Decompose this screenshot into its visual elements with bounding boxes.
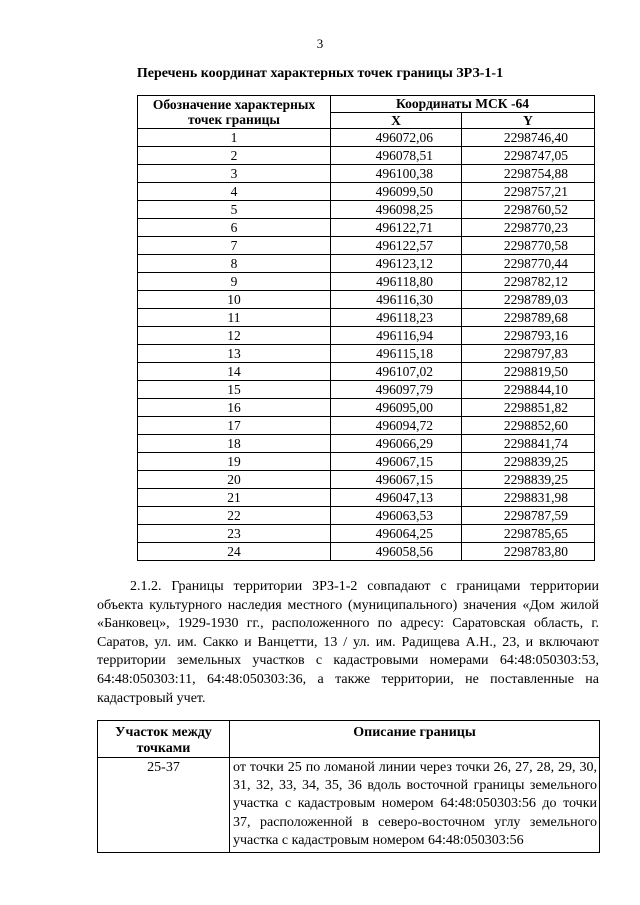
x-cell: 496100,38 <box>331 165 462 183</box>
table-row <box>138 165 595 183</box>
y-cell: 2298746,40 <box>462 129 595 147</box>
point-cell: 8 <box>138 255 331 273</box>
x-cell: 496116,94 <box>331 327 462 345</box>
point-cell: 3 <box>138 165 331 183</box>
x-cell: 496064,25 <box>331 525 462 543</box>
table-row <box>138 381 595 399</box>
y-cell: 2298793,16 <box>462 327 595 345</box>
point-cell: 21 <box>138 489 331 507</box>
x-cell: 496099,50 <box>331 183 462 201</box>
table-row <box>138 273 595 291</box>
table-row <box>98 758 600 853</box>
y-cell: 2298841,74 <box>462 435 595 453</box>
point-cell: 14 <box>138 363 331 381</box>
point-cell: 1 <box>138 129 331 147</box>
x-cell: 496072,06 <box>331 129 462 147</box>
x-cell: 496123,12 <box>331 255 462 273</box>
table-row <box>138 471 595 489</box>
header-coordinates: Координаты МСК -64 <box>331 96 595 113</box>
point-cell: 13 <box>138 345 331 363</box>
description-cell: от точки 25 по ломаной линии через точки 26, 27, 28, 29, 30, 31, 32, 33, 34, 35, 36 вдоль восточной границы земельного участка с кадастровым номером 64:48:050303:56 до точки 37, расположенной в северо-восточном углу земельного участка с кадастровым номером 64:48:050303:56 <box>230 758 600 853</box>
y-cell: 2298851,82 <box>462 399 595 417</box>
segment-cell: 25-37 <box>98 758 230 853</box>
page-number: 3 <box>316 36 324 51</box>
x-cell: 496094,72 <box>331 417 462 435</box>
point-cell: 19 <box>138 453 331 471</box>
table-row <box>138 327 595 345</box>
x-cell: 496047,13 <box>331 489 462 507</box>
y-cell: 2298783,80 <box>462 543 595 561</box>
table-row <box>138 417 595 435</box>
point-cell: 9 <box>138 273 331 291</box>
x-cell: 496063,53 <box>331 507 462 525</box>
table-row <box>138 399 595 417</box>
point-cell: 5 <box>138 201 331 219</box>
y-cell: 2298839,25 <box>462 453 595 471</box>
y-cell: 2298789,68 <box>462 309 595 327</box>
header-designation: Обозначение характерных точек границы <box>138 96 331 129</box>
table-row <box>138 345 595 363</box>
table-row <box>138 219 595 237</box>
y-cell: 2298757,21 <box>462 183 595 201</box>
x-cell: 496122,57 <box>331 237 462 255</box>
header-segment: Участок между точками <box>98 721 230 758</box>
x-cell: 496115,18 <box>331 345 462 363</box>
header-y: Y <box>462 112 595 129</box>
x-cell: 496067,15 <box>331 471 462 489</box>
paragraph-text: 2.1.2. Границы территории ЗРЗ-1-2 совпадают с границами территории объекта культурного наследия местного (муниципального) значения «Дом жилой «Банковец», 1929-1930 гг., расположенного по адресу: Саратовская область, г. Саратов, ул. им. Сакко и Ванцетти, 13 / ул. им. Радищева А.Н., 23, и включают территории земельных участков с кадастровыми номерами 64:48:050303:53, 64:48:050303:11, 64:48:050303:36, а также территории, не поставленные на кадастровый учет. <box>97 579 599 706</box>
y-cell: 2298787,59 <box>462 507 595 525</box>
table-row <box>138 525 595 543</box>
x-cell: 496058,56 <box>331 543 462 561</box>
table-row <box>138 237 595 255</box>
x-cell: 496116,30 <box>331 291 462 309</box>
point-cell: 11 <box>138 309 331 327</box>
table-row <box>138 363 595 381</box>
table-row <box>138 489 595 507</box>
table-row <box>138 291 595 309</box>
header-description: Описание границы <box>230 721 600 758</box>
point-cell: 15 <box>138 381 331 399</box>
x-cell: 496098,25 <box>331 201 462 219</box>
point-cell: 2 <box>138 147 331 165</box>
table-row <box>138 201 595 219</box>
y-cell: 2298747,05 <box>462 147 595 165</box>
y-cell: 2298797,83 <box>462 345 595 363</box>
y-cell: 2298844,10 <box>462 381 595 399</box>
table-row <box>138 309 595 327</box>
point-cell: 16 <box>138 399 331 417</box>
x-cell: 496118,80 <box>331 273 462 291</box>
x-cell: 496097,79 <box>331 381 462 399</box>
x-cell: 496095,00 <box>331 399 462 417</box>
y-cell: 2298785,65 <box>462 525 595 543</box>
point-cell: 24 <box>138 543 331 561</box>
table-row <box>138 147 595 165</box>
y-cell: 2298770,23 <box>462 219 595 237</box>
y-cell: 2298760,52 <box>462 201 595 219</box>
x-cell: 496122,71 <box>331 219 462 237</box>
header-x: X <box>331 112 462 129</box>
point-cell: 6 <box>138 219 331 237</box>
section-paragraph <box>97 578 599 708</box>
table-row <box>138 435 595 453</box>
y-cell: 2298789,03 <box>462 291 595 309</box>
y-cell: 2298770,58 <box>462 237 595 255</box>
point-cell: 7 <box>138 237 331 255</box>
y-cell: 2298782,12 <box>462 273 595 291</box>
boundary-table <box>97 720 600 853</box>
table-row <box>138 543 595 561</box>
x-cell: 496118,23 <box>331 309 462 327</box>
x-cell: 496078,51 <box>331 147 462 165</box>
table-title: Перечень координат характерных точек границы ЗРЗ-1-1 <box>136 66 504 81</box>
point-cell: 20 <box>138 471 331 489</box>
x-cell: 496067,15 <box>331 453 462 471</box>
table-row <box>138 129 595 147</box>
point-cell: 12 <box>138 327 331 345</box>
y-cell: 2298819,50 <box>462 363 595 381</box>
y-cell: 2298852,60 <box>462 417 595 435</box>
point-cell: 17 <box>138 417 331 435</box>
table-row <box>138 507 595 525</box>
coordinates-table-body <box>138 129 595 561</box>
y-cell: 2298831,98 <box>462 489 595 507</box>
point-cell: 18 <box>138 435 331 453</box>
table-row <box>138 255 595 273</box>
point-cell: 22 <box>138 507 331 525</box>
point-cell: 10 <box>138 291 331 309</box>
point-cell: 4 <box>138 183 331 201</box>
y-cell: 2298839,25 <box>462 471 595 489</box>
table-row <box>138 453 595 471</box>
table-row <box>138 183 595 201</box>
y-cell: 2298770,44 <box>462 255 595 273</box>
point-cell: 23 <box>138 525 331 543</box>
x-cell: 496066,29 <box>331 435 462 453</box>
x-cell: 496107,02 <box>331 363 462 381</box>
coordinates-table <box>137 95 595 561</box>
y-cell: 2298754,88 <box>462 165 595 183</box>
